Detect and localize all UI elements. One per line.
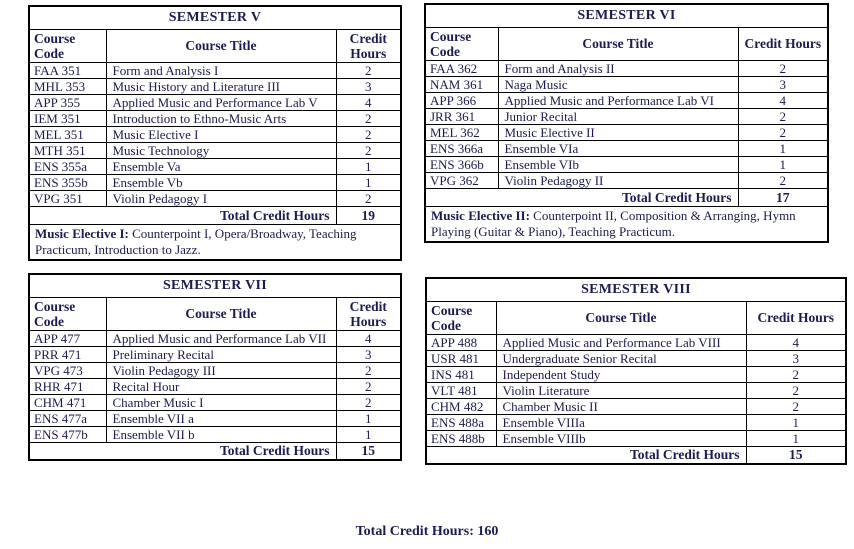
semester-8-table-container: [425, 277, 845, 465]
credit-hours-cell: 4: [738, 92, 828, 108]
credit-hours-cell: 3: [336, 346, 401, 362]
course-code-cell: JRR 361: [425, 108, 498, 124]
credit-hours-cell: 4: [336, 94, 401, 110]
table-row: [425, 140, 828, 156]
semester-table: [425, 277, 847, 465]
credit-hours-header: Credit Hours: [336, 29, 401, 62]
course-title-cell: Ensemble VIa: [498, 140, 738, 156]
table-row: [29, 346, 401, 362]
course-title-cell: Ensemble Va: [106, 158, 336, 174]
table-row: [29, 62, 401, 78]
credit-hours-cell: 4: [336, 330, 401, 346]
table-header-row: [426, 301, 846, 334]
table-row: [426, 414, 846, 430]
course-title-cell: Violin Literature: [496, 382, 746, 398]
course-title-cell: Applied Music and Performance Lab VII: [106, 330, 336, 346]
total-credit-row: [29, 206, 401, 224]
credit-hours-cell: 2: [738, 124, 828, 140]
course-title-cell: Music Elective I: [106, 126, 336, 142]
credit-hours-cell: 1: [738, 156, 828, 172]
course-code-cell: CHM 482: [426, 398, 496, 414]
total-credit-value: 17: [738, 188, 828, 206]
course-code-header: Course Code: [29, 29, 106, 62]
table-title-row: [29, 274, 401, 297]
course-title-cell: Music Technology: [106, 142, 336, 158]
credit-hours-cell: 2: [336, 378, 401, 394]
table-row: [29, 330, 401, 346]
course-title-header: Course Title: [496, 301, 746, 334]
table-row: [426, 350, 846, 366]
credit-hours-header: Credit Hours: [746, 301, 846, 334]
table-row: [29, 410, 401, 426]
course-code-cell: MTH 351: [29, 142, 106, 158]
course-code-cell: FAA 362: [425, 60, 498, 76]
course-title-header: Course Title: [106, 29, 336, 62]
total-credit-label: Total Credit Hours: [29, 442, 336, 460]
credit-hours-cell: 4: [746, 334, 846, 350]
table-row: [29, 94, 401, 110]
course-title-cell: Ensemble Vb: [106, 174, 336, 190]
table-row: [29, 174, 401, 190]
semester-table: [28, 273, 402, 461]
course-code-cell: NAM 361: [425, 76, 498, 92]
course-title-cell: Applied Music and Performance Lab V: [106, 94, 336, 110]
table-row: [29, 394, 401, 410]
credit-hours-cell: 2: [738, 172, 828, 188]
table-title: SEMESTER V: [29, 6, 401, 29]
elective-note-lead: Music Elective I:: [35, 225, 129, 241]
course-code-cell: VPG 362: [425, 172, 498, 188]
credit-hours-cell: 2: [336, 110, 401, 126]
elective-note: [425, 206, 828, 242]
semester-6-table-container: [424, 3, 827, 243]
elective-note-text: Counterpoint II, Composition & Arranging, Hymn Playing (Guitar & Piano), Teaching Practicum.: [431, 207, 796, 239]
course-code-header: Course Code: [426, 301, 496, 334]
course-title-cell: Ensemble VII a: [106, 410, 336, 426]
course-code-header: Course Code: [425, 27, 498, 60]
course-code-cell: MEL 362: [425, 124, 498, 140]
course-title-cell: Undergraduate Senior Recital: [496, 350, 746, 366]
elective-note-row: [425, 206, 828, 242]
course-code-cell: APP 355: [29, 94, 106, 110]
credit-hours-header: Credit Hours: [738, 27, 828, 60]
total-credit-row: [426, 446, 846, 464]
credit-hours-cell: 3: [746, 350, 846, 366]
credit-hours-cell: 2: [336, 190, 401, 206]
semester-7-table-container: [28, 273, 400, 461]
course-title-header: Course Title: [106, 297, 336, 330]
course-title-cell: Ensemble VIIIa: [496, 414, 746, 430]
course-code-cell: ENS 488a: [426, 414, 496, 430]
course-title-cell: Recital Hour: [106, 378, 336, 394]
course-title-cell: Chamber Music II: [496, 398, 746, 414]
credit-hours-cell: 1: [336, 174, 401, 190]
course-title-cell: Form and Analysis II: [498, 60, 738, 76]
course-title-cell: Naga Music: [498, 76, 738, 92]
course-code-cell: ENS 355b: [29, 174, 106, 190]
table-header-row: [29, 29, 401, 62]
credit-hours-cell: 2: [336, 362, 401, 378]
table-row: [425, 60, 828, 76]
table-row: [426, 382, 846, 398]
elective-note-row: [29, 224, 401, 260]
table-row: [426, 334, 846, 350]
course-title-cell: Violin Pedagogy II: [498, 172, 738, 188]
credit-hours-cell: 1: [336, 410, 401, 426]
total-credit-row: [425, 188, 828, 206]
total-credit-label: Total Credit Hours: [29, 206, 336, 224]
table-header-row: [29, 297, 401, 330]
course-title-cell: Ensemble VIIIb: [496, 430, 746, 446]
table-title: SEMESTER VII: [29, 274, 401, 297]
elective-note-text: Counterpoint I, Opera/Broadway, Teaching Practicum, Introduction to Jazz.: [35, 225, 357, 257]
table-row: [425, 76, 828, 92]
semester-table: [424, 3, 829, 243]
table-row: [426, 430, 846, 446]
course-title-cell: Music History and Literature III: [106, 78, 336, 94]
credit-hours-cell: 3: [336, 78, 401, 94]
credit-hours-cell: 2: [336, 126, 401, 142]
course-code-cell: VLT 481: [426, 382, 496, 398]
credit-hours-cell: 1: [746, 430, 846, 446]
table-row: [29, 426, 401, 442]
credit-hours-cell: 3: [738, 76, 828, 92]
course-title-cell: Preliminary Recital: [106, 346, 336, 362]
course-title-cell: Violin Pedagogy III: [106, 362, 336, 378]
course-code-header: Course Code: [29, 297, 106, 330]
total-credit-value: 19: [336, 206, 401, 224]
table-row: [29, 158, 401, 174]
course-code-cell: RHR 471: [29, 378, 106, 394]
total-credit-value: 15: [336, 442, 401, 460]
table-title: SEMESTER VIII: [426, 278, 846, 301]
credit-hours-cell: 1: [738, 140, 828, 156]
course-title-cell: Chamber Music I: [106, 394, 336, 410]
semester-5-table-container: [28, 5, 400, 261]
credit-hours-cell: 2: [336, 142, 401, 158]
table-row: [426, 366, 846, 382]
credit-hours-cell: 2: [336, 394, 401, 410]
course-code-cell: APP 477: [29, 330, 106, 346]
course-code-cell: MEL 351: [29, 126, 106, 142]
table-row: [425, 156, 828, 172]
table-row: [425, 108, 828, 124]
course-title-cell: Ensemble VIb: [498, 156, 738, 172]
credit-hours-cell: 2: [336, 62, 401, 78]
course-code-cell: VPG 351: [29, 190, 106, 206]
credit-hours-cell: 2: [738, 60, 828, 76]
table-row: [29, 78, 401, 94]
table-row: [29, 378, 401, 394]
total-credit-row: [29, 442, 401, 460]
semester-table: [28, 5, 402, 261]
course-code-cell: MHL 353: [29, 78, 106, 94]
course-code-cell: ENS 477b: [29, 426, 106, 442]
credit-hours-cell: 2: [746, 366, 846, 382]
credit-hours-cell: 1: [336, 426, 401, 442]
credit-hours-cell: 2: [746, 398, 846, 414]
course-code-cell: FAA 351: [29, 62, 106, 78]
table-row: [29, 110, 401, 126]
course-code-cell: ENS 366b: [425, 156, 498, 172]
credit-hours-cell: 1: [746, 414, 846, 430]
table-row: [29, 190, 401, 206]
grand-total-credit-hours: Total Credit Hours: 160: [355, 524, 499, 539]
elective-note: [29, 224, 401, 260]
course-title-cell: Music Elective II: [498, 124, 738, 140]
course-code-cell: VPG 473: [29, 362, 106, 378]
course-title-cell: Applied Music and Performance Lab VI: [498, 92, 738, 108]
total-credit-label: Total Credit Hours: [425, 188, 738, 206]
course-code-cell: APP 488: [426, 334, 496, 350]
table-row: [425, 124, 828, 140]
course-code-cell: ENS 366a: [425, 140, 498, 156]
table-header-row: [425, 27, 828, 60]
table-row: [426, 398, 846, 414]
course-code-cell: IEM 351: [29, 110, 106, 126]
course-code-cell: ENS 488b: [426, 430, 496, 446]
table-title: SEMESTER VI: [425, 4, 828, 27]
credit-hours-cell: 2: [746, 382, 846, 398]
elective-note-lead: Music Elective II:: [431, 207, 530, 223]
credit-hours-header: Credit Hours: [336, 297, 401, 330]
course-code-cell: CHM 471: [29, 394, 106, 410]
table-title-row: [425, 4, 828, 27]
table-row: [425, 172, 828, 188]
credit-hours-cell: 1: [336, 158, 401, 174]
course-code-cell: PRR 471: [29, 346, 106, 362]
course-title-cell: Violin Pedagogy I: [106, 190, 336, 206]
table-title-row: [29, 6, 401, 29]
total-credit-value: 15: [746, 446, 846, 464]
table-row: [425, 92, 828, 108]
course-code-cell: APP 366: [425, 92, 498, 108]
course-code-cell: ENS 355a: [29, 158, 106, 174]
course-title-cell: Introduction to Ethno-Music Arts: [106, 110, 336, 126]
credit-hours-cell: 2: [738, 108, 828, 124]
table-row: [29, 362, 401, 378]
course-title-cell: Applied Music and Performance Lab VIII: [496, 334, 746, 350]
course-title-cell: Independent Study: [496, 366, 746, 382]
table-row: [29, 142, 401, 158]
table-title-row: [426, 278, 846, 301]
course-code-cell: ENS 477a: [29, 410, 106, 426]
course-code-cell: INS 481: [426, 366, 496, 382]
course-title-header: Course Title: [498, 27, 738, 60]
course-title-cell: Ensemble VII b: [106, 426, 336, 442]
course-code-cell: USR 481: [426, 350, 496, 366]
table-row: [29, 126, 401, 142]
course-title-cell: Form and Analysis I: [106, 62, 336, 78]
course-title-cell: Junior Recital: [498, 108, 738, 124]
total-credit-label: Total Credit Hours: [426, 446, 746, 464]
